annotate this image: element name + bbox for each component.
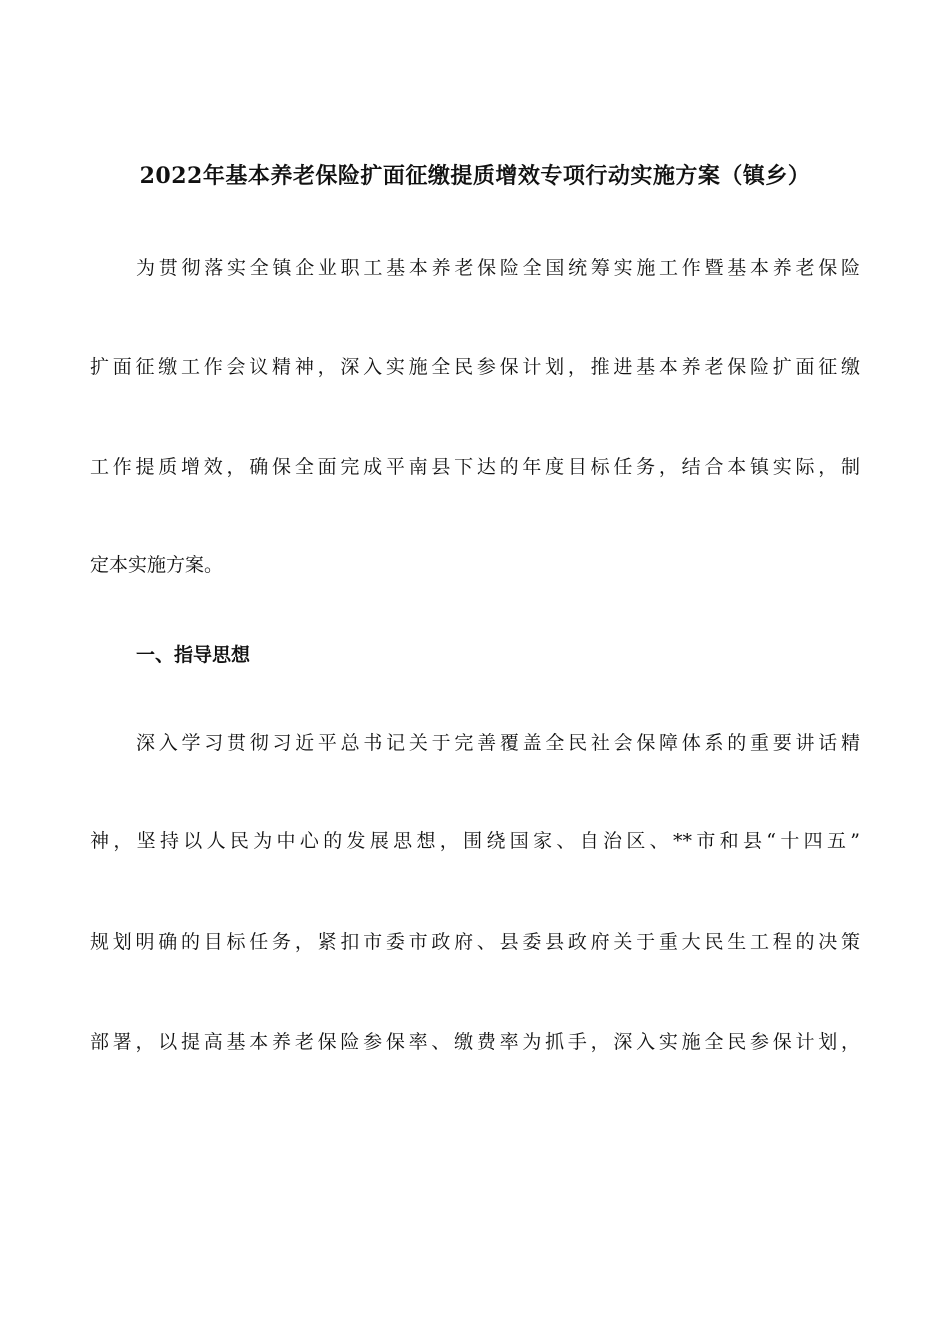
paragraph-1-line-1: 为贯彻落实全镇企业职工基本养老保险全国统筹实施工作暨基本养老保险 xyxy=(136,257,860,279)
paragraph-1-line-2: 扩面征缴工作会议精神，深入实施全民参保计划，推进基本养老保险扩面征缴 xyxy=(90,356,860,378)
paragraph-2-line-1: 深入学习贯彻习近平总书记关于完善覆盖全民社会保障体系的重要讲话精 xyxy=(136,732,860,754)
paragraph-1-line-3: 工作提质增效，确保全面完成平南县下达的年度目标任务，结合本镇实际，制 xyxy=(90,456,860,478)
paragraph-2-line-3: 规划明确的目标任务，紧扣市委市政府、县委县政府关于重大民生工程的决策 xyxy=(90,931,860,953)
paragraph-2-line-2: 神，坚持以人民为中心的发展思想，围绕国家、自治区、**市和县“十四五” xyxy=(90,830,860,852)
section-1-heading: 一、指导思想 xyxy=(136,644,251,666)
paragraph-1-line-4: 定本实施方案。 xyxy=(90,554,224,576)
document-title: 2022年基本养老保险扩面征缴提质增效专项行动实施方案（镇乡） xyxy=(139,163,811,189)
paragraph-2-line-4: 部署，以提高基本养老保险参保率、缴费率为抓手，深入实施全民参保计划， xyxy=(90,1031,860,1053)
